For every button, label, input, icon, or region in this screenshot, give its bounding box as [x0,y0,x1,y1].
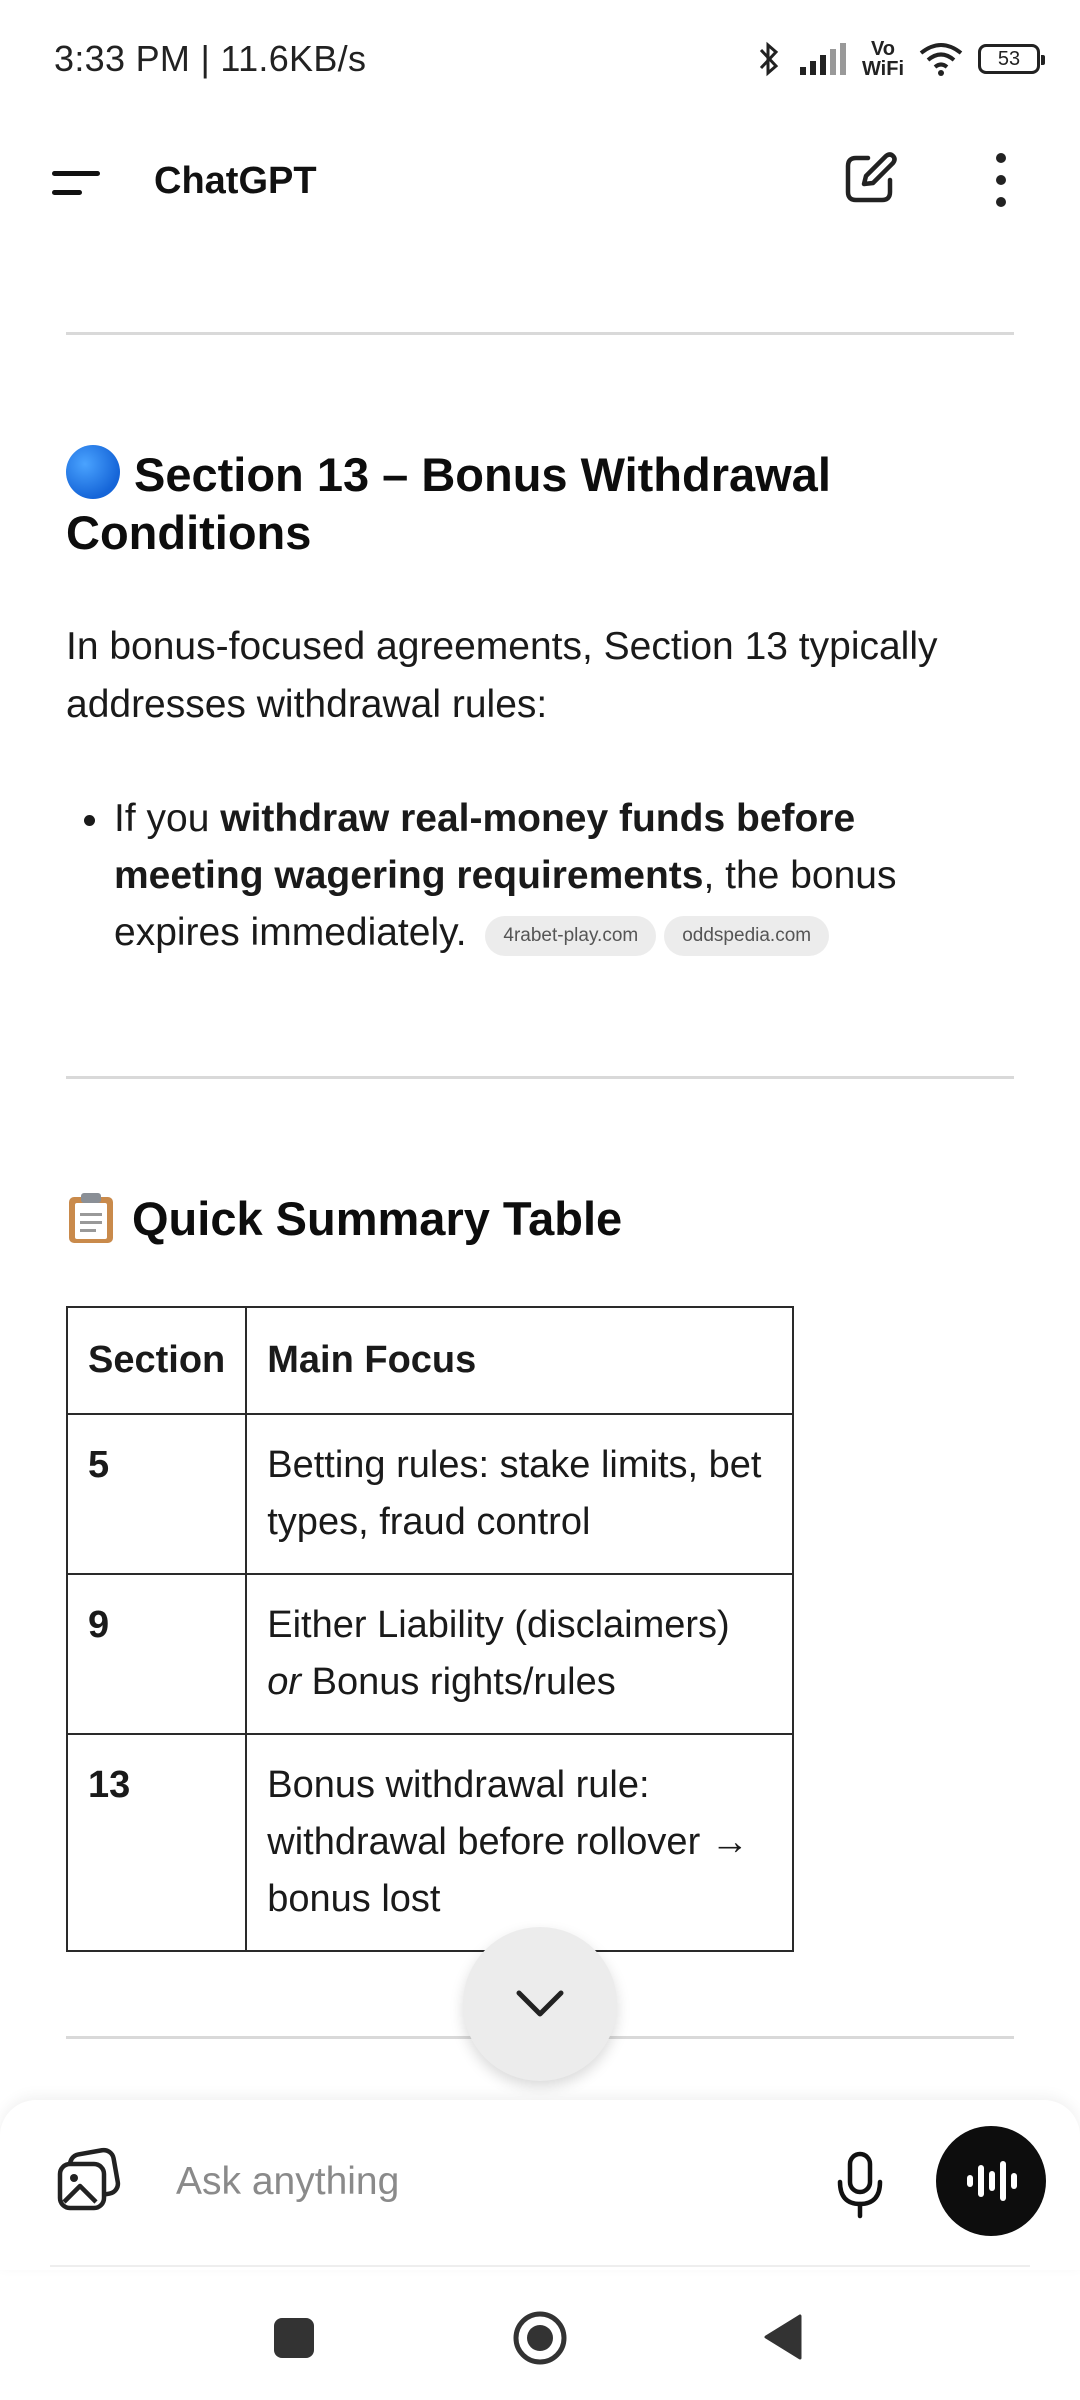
summary-title: Quick Summary Table [132,1192,623,1245]
summary-heading [66,1190,622,1248]
scroll-down-button[interactable] [463,1927,617,2081]
table-row [67,1574,793,1734]
bullet-dot [84,815,95,826]
table-header-section: Section [67,1307,246,1414]
source-chip[interactable]: 4rabet-play.com [485,916,656,956]
table-header-focus: Main Focus [246,1307,793,1414]
table-row [67,1414,793,1574]
divider-top [66,332,1014,335]
menu-icon[interactable] [50,165,104,201]
image-attach-icon[interactable] [54,2146,122,2214]
back-icon[interactable] [762,2312,804,2362]
table-header-row [67,1307,793,1414]
divider-middle [66,1076,1014,1079]
app-title: ChatGPT [154,160,317,202]
table-cell-section: 5 [67,1414,246,1574]
voice-waveform-icon [963,2159,1019,2203]
more-vert-icon[interactable] [986,150,1016,210]
table-cell-focus: Betting rules: stake limits, bet types, fraud control [246,1414,793,1574]
summary-table [66,1306,794,1952]
section-13-intro: In bonus-focused agreements, Section 13 typically addresses withdrawal rules: [66,625,938,726]
composer [0,2100,1080,2270]
table-cell-focus: Bonus withdrawal rule: withdrawal before rollover → bonus lost [246,1734,793,1951]
status-bar [0,0,1080,120]
cell-signal-icon [798,41,848,77]
source-chip[interactable]: oddspedia.com [664,916,829,956]
bullet-item [114,790,1014,961]
vowifi-top: Vo [870,38,896,60]
table-cell-section: 13 [67,1734,246,1951]
recents-icon[interactable] [274,2318,314,2358]
nav-divider [50,2265,1030,2267]
table-row [67,1734,793,1951]
focus-emphasis: or [267,1661,302,1703]
bullet-prefix: If you [114,797,221,840]
section-13-title: Section 13 – Bonus Withdrawal Conditions [66,448,831,559]
section-13-heading [66,445,1016,562]
system-nav-bar [0,2270,1080,2400]
bullet-suffix: , the bonus expires immediately. [114,854,897,954]
wifi-icon [918,41,964,77]
blue-circle-icon [66,445,120,499]
battery-icon: 53 [978,44,1040,74]
voice-mode-button[interactable] [936,2126,1046,2236]
microphone-icon[interactable] [832,2150,888,2220]
app-bar [0,120,1080,240]
vowifi-indicator [862,39,904,79]
focus-prefix: Either Liability (disclaimers) [267,1604,730,1646]
focus-suffix: Bonus rights/rules [301,1661,616,1703]
edit-icon[interactable] [842,150,898,206]
bullet-bold: withdraw real-money funds before meeting wagering requirements [114,797,856,897]
status-time: 3:33 PM | 11.6KB/s [54,38,367,79]
chevron-down-icon [515,1989,565,2019]
vowifi-bottom: WiFi [861,58,904,80]
bluetooth-icon [754,39,784,79]
table-cell-focus [246,1574,793,1734]
ask-input[interactable] [176,2150,776,2214]
table-cell-section: 9 [67,1574,246,1734]
clipboard-icon [66,1191,116,1245]
status-icons [754,34,1040,84]
home-icon[interactable] [512,2310,568,2366]
